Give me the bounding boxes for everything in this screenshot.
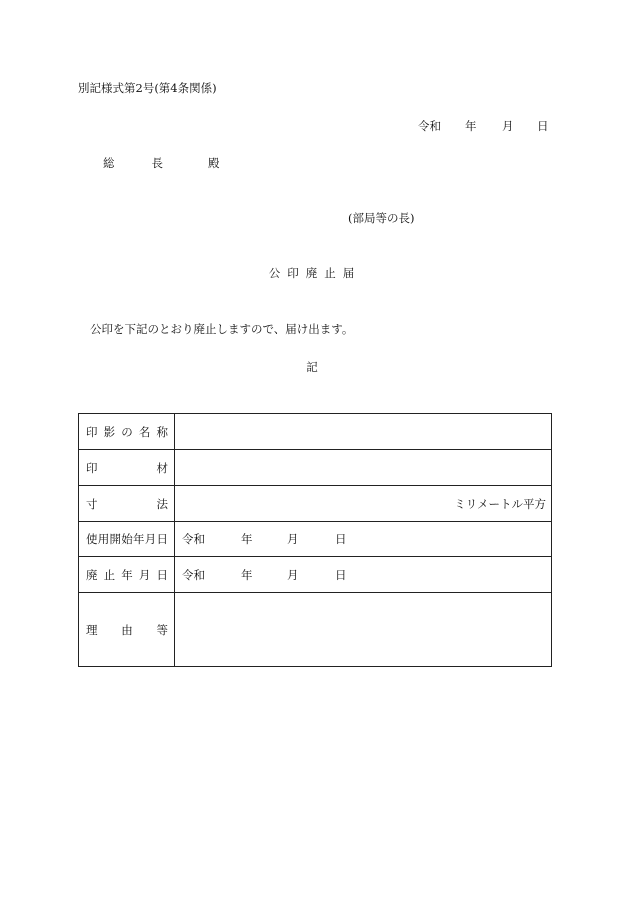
row-label-cell xyxy=(79,522,175,557)
row-label-cell xyxy=(79,450,175,486)
table-row xyxy=(79,450,552,486)
addressee-honorific: 殿 xyxy=(208,156,220,170)
table-row xyxy=(79,414,552,450)
row-label-cell xyxy=(79,414,175,450)
date-era: 令和 xyxy=(182,567,205,582)
form-reference: 別記様式第2号(第4条関係) xyxy=(78,81,217,95)
seal-name-value-cell xyxy=(175,414,552,450)
seal-name-label: 印 影 の 名 称 xyxy=(86,424,168,439)
dimensions-value-cell xyxy=(175,486,552,522)
reason-label: 理 由 等 xyxy=(86,622,168,637)
seal-material-label: 印 材 xyxy=(86,460,168,475)
date-year-unit: 年 xyxy=(241,532,253,546)
record-heading: 記 xyxy=(306,360,318,374)
reason-value-cell xyxy=(175,593,552,667)
row-label-cell xyxy=(79,486,175,522)
abolition-date-label: 廃 止 年 月 日 xyxy=(86,567,168,582)
date-era: 令和 xyxy=(182,532,205,546)
date-month-unit: 月 xyxy=(287,532,299,546)
sender: (部局等の長) xyxy=(348,211,415,225)
addressee-title: 総 長 xyxy=(103,156,163,170)
row-label-cell xyxy=(79,593,175,667)
date-month-unit: 月 xyxy=(287,567,299,582)
addressee xyxy=(103,156,353,170)
seal-material-value-cell xyxy=(175,450,552,486)
date-year-unit: 年 xyxy=(465,119,477,133)
date-era: 令和 xyxy=(418,119,441,133)
date-day-unit: 日 xyxy=(335,567,347,582)
table-row xyxy=(79,593,552,667)
date-day-unit: 日 xyxy=(335,532,347,546)
submission-date xyxy=(418,119,549,133)
date-year-unit: 年 xyxy=(241,567,253,582)
record-table xyxy=(78,413,552,667)
date-day-unit: 日 xyxy=(537,119,549,133)
usage-start-date-value-cell xyxy=(175,522,552,557)
usage-start-date-label: 使 用 開 始 年 月 日 xyxy=(86,532,168,546)
dimensions-label: 寸 法 xyxy=(86,496,168,511)
date-month-unit: 月 xyxy=(502,119,514,133)
table-row xyxy=(79,522,552,557)
dimensions-unit: ミリメートル平方 xyxy=(454,496,546,511)
table-row xyxy=(79,486,552,522)
abolition-date-value-cell xyxy=(175,557,552,593)
document-title: 公印廃止届 xyxy=(268,266,362,280)
table-row xyxy=(79,557,552,593)
row-label-cell xyxy=(79,557,175,593)
body-text: 公印を下記のとおり廃止しますので、届け出ます。 xyxy=(90,322,354,336)
